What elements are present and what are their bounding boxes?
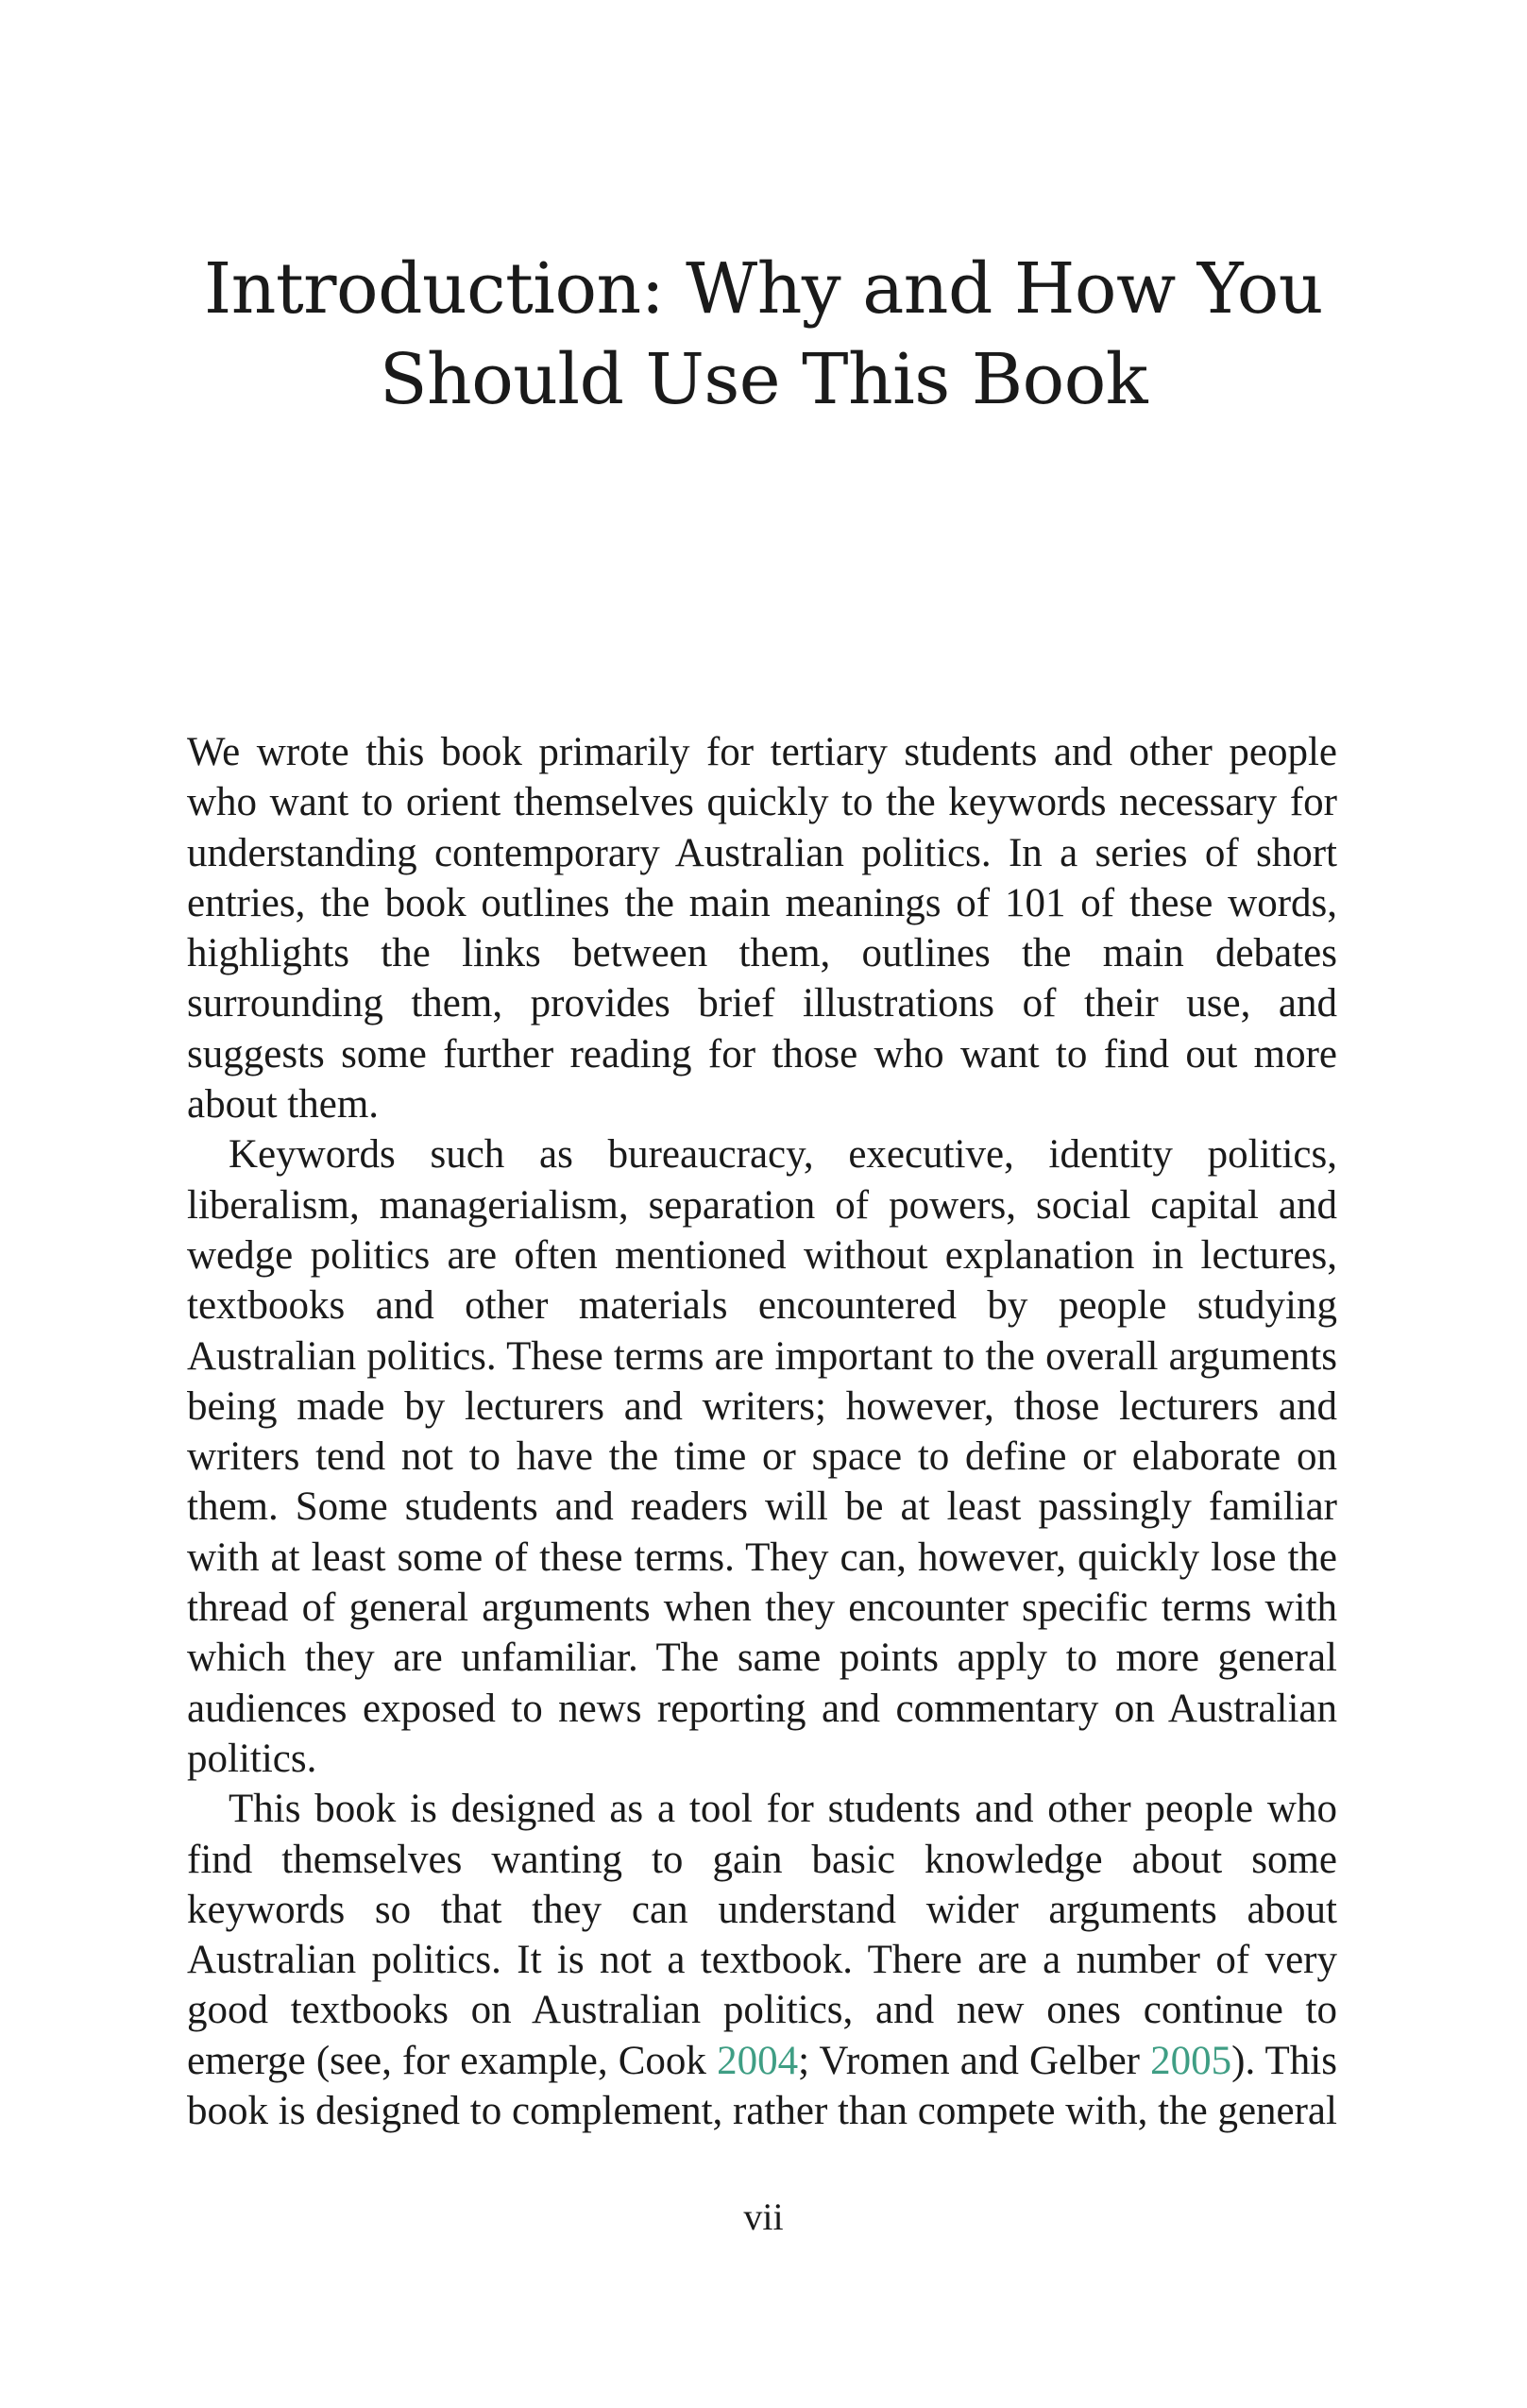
- citation-link-cook-2004[interactable]: 2004: [717, 2038, 799, 2083]
- paragraph-3: [187, 1784, 1337, 2136]
- paragraph-3-text-c: ). This book is designed to complement, rather than compete with, the general: [187, 2038, 1337, 2134]
- chapter-title-line-1: Introduction: Why and How You: [204, 248, 1323, 330]
- paragraph-3-text-b: ; Vromen and Gelber: [798, 2038, 1151, 2083]
- paragraph-2: Keywords such as bureaucracy, executive, identity politics, liberalism, managerialism, separation of powers, social capital and wedge politics are often mentioned without explanation in lectures, textbooks and other materials encountered by people studying Australian politics. These terms are important to the overall arguments being made by lecturers and writers; however, those lecturers and writers tend not to have the time or space to define or elaborate on them. Some students and readers will be at least passingly familiar with at least some of these terms. They can, however, quickly lose the thread of general arguments when they encounter specific terms with which they are unfamiliar. The same points apply to more general audiences exposed to news reporting and commentary on Australian politics.: [187, 1132, 1337, 1781]
- chapter-title: [142, 244, 1385, 425]
- citation-link-vromen-gelber-2005[interactable]: 2005: [1150, 2038, 1232, 2083]
- page-number: vii: [743, 2196, 784, 2238]
- chapter-title-line-2: Should Use This Book: [379, 339, 1148, 420]
- paragraph-3-text-a: This book is designed as a tool for students and other people who find themselves wanting to gain basic knowledge about some keywords so that they can understand wider arguments about Australian politics. It is not a textbook. There are a number of very good textbooks on Australian politics, and new ones continue to emerge (see, for example, Cook: [187, 1787, 1337, 2083]
- paragraph-1: We wrote this book primarily for tertiary students and other people who want to orient themselves quickly to the keywords necessary for understanding contemporary Australian politics. In a series of short entries, the book outlines the main meanings of 101 of these words, highlights the links between them, outlines the main debates surrounding them, provides brief illustrations of their use, and suggests some further reading for those who want to find out more about them.: [187, 730, 1337, 1128]
- body-text: [187, 727, 1337, 2136]
